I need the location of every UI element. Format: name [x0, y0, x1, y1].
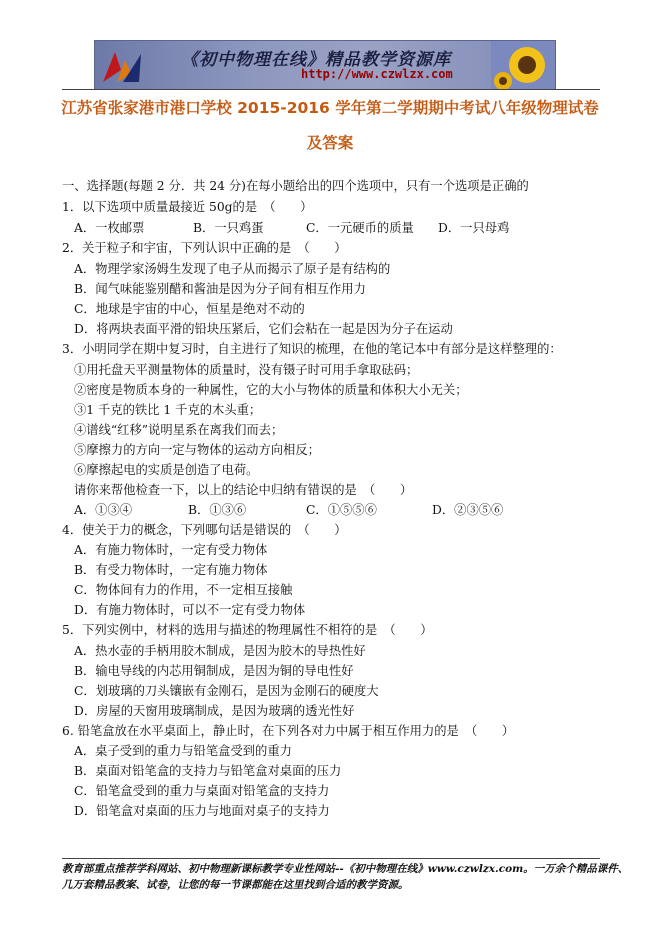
question-2-option-b: B．闻气味能鉴别醋和酱油是因为分子间有相互作用力 [74, 282, 366, 296]
footer-line-1: 教育部重点推荐学科网站、初中物理新课标教学专业性网站--《初中物理在线》www.czwlzx.com。一万余个精品课件、 [62, 863, 629, 875]
question-4-option-a: A．有施力物体时，一定有受力物体 [74, 543, 268, 557]
question-3-option-a: A．①③④ [74, 503, 133, 517]
question-3-note-2: ②密度是物质本身的一种属性，它的大小与物体的质量和体积大小无关； [74, 383, 468, 397]
question-3-note-4: ④谱线“红移”说明星系在离我们而去； [74, 423, 284, 437]
question-5-option-c: C．划玻璃的刀头镶嵌有金刚石，是因为金刚石的硬度大 [74, 684, 379, 698]
footer-rule [62, 858, 600, 859]
question-6-option-b: B．桌面对铅笔盒的支持力与铅笔盒对桌面的压力 [74, 764, 342, 778]
question-5-stem: 5．下列实例中，材料的选用与描述的物理属性不相符的是 （ ） [62, 623, 433, 637]
question-1-option-a: A．一枚邮票 [74, 221, 145, 235]
question-4-option-b: B．有受力物体时，一定有施力物体 [74, 563, 268, 577]
document-title-line2: 及答案 [306, 134, 354, 152]
document-title-line1: 江苏省张家港市港口学校 2015-2016 学年第二学期期中考试八年级物理试卷 [61, 99, 599, 117]
question-3-stem: 3．小明同学在期中复习时，自主进行了知识的梳理，在他的笔记本中有部分是这样整理的： [62, 342, 562, 356]
question-3-option-b: B．①③⑥ [188, 503, 247, 517]
question-3-option-c: C．①⑤⑤⑥ [306, 503, 377, 517]
section-heading: 一、选择题(每题 2 分．共 24 分)在每小题给出的四个选项中，只有一个选项是正确的 [62, 179, 529, 193]
question-3-note-5: ⑤摩擦力的方向一定与物体的运动方向相反； [74, 443, 320, 457]
question-2-option-a: A．物理学家汤姆生发现了电子从而揭示了原子是有结构的 [74, 262, 391, 276]
question-3-ask: 请你来帮他检查一下，以上的结论中归纳有错误的是 （ ） [74, 483, 413, 497]
question-6-option-a: A．桌子受到的重力与铅笔盒受到的重力 [74, 744, 292, 758]
site-logo-icon [99, 44, 143, 86]
question-1-option-b: B．一只鸡蛋 [193, 221, 264, 235]
header-rule [62, 89, 600, 90]
question-3-note-6: ⑥摩擦起电的实质是创造了电荷。 [74, 463, 259, 477]
question-1-option-d: D．一只母鸡 [438, 221, 510, 235]
footer-line-2: 几万套精品教案、试卷，让您的每一节课都能在这里找到合适的教学资源。 [62, 879, 409, 891]
question-4-option-d: D．有施力物体时，可以不一定有受力物体 [74, 603, 306, 617]
question-4-option-c: C．物体间有力的作用，不一定相互接触 [74, 583, 293, 597]
question-6-stem: 6. 铅笔盒放在水平桌面上，静止时，在下列各对力中属于相互作用力的是 （ ） [62, 724, 515, 738]
question-1-option-c: C．一元硬币的质量 [306, 221, 414, 235]
question-2-option-c: C．地球是宇宙的中心，恒星是绝对不动的 [74, 302, 305, 316]
question-5-option-b: B．输电导线的内芯用铜制成，是因为铜的导电性好 [74, 664, 354, 678]
question-5-option-d: D．房屋的天窗用玻璃制成，是因为玻璃的透光性好 [74, 704, 355, 718]
banner-url[interactable]: http://www.czwlzx.com [301, 67, 453, 81]
question-2-option-d: D．将两块表面平滑的铅块压紧后，它们会粘在一起是因为分子在运动 [74, 322, 453, 336]
question-1-stem: 1．以下选项中质量最接近 50g的是 （ ） [62, 200, 313, 214]
header-banner [94, 40, 556, 90]
question-5-option-a: A．热水壶的手柄用胶木制成，是因为胶木的导热性好 [74, 644, 366, 658]
question-6-option-c: C．铅笔盒受到的重力与桌面对铅笔盒的支持力 [74, 784, 330, 798]
sunflower-icon [491, 41, 555, 89]
banner-title: 《初中物理在线》精品教学资源库 [181, 50, 451, 70]
question-4-stem: 4．使关于力的概念，下列哪句话是错误的 （ ） [62, 523, 347, 537]
question-3-note-1: ①用托盘天平测量物体的质量时，没有镊子时可用手拿取砝码； [74, 363, 419, 377]
question-6-option-d: D．铅笔盒对桌面的压力与地面对桌子的支持力 [74, 804, 330, 818]
question-3-note-3: ③1 千克的铁比 1 千克的木头重； [74, 403, 262, 417]
question-2-stem: 2．关于粒子和宇宙，下列认识中正确的是 （ ） [62, 241, 347, 255]
question-3-option-d: D．②③⑤⑥ [432, 503, 504, 517]
